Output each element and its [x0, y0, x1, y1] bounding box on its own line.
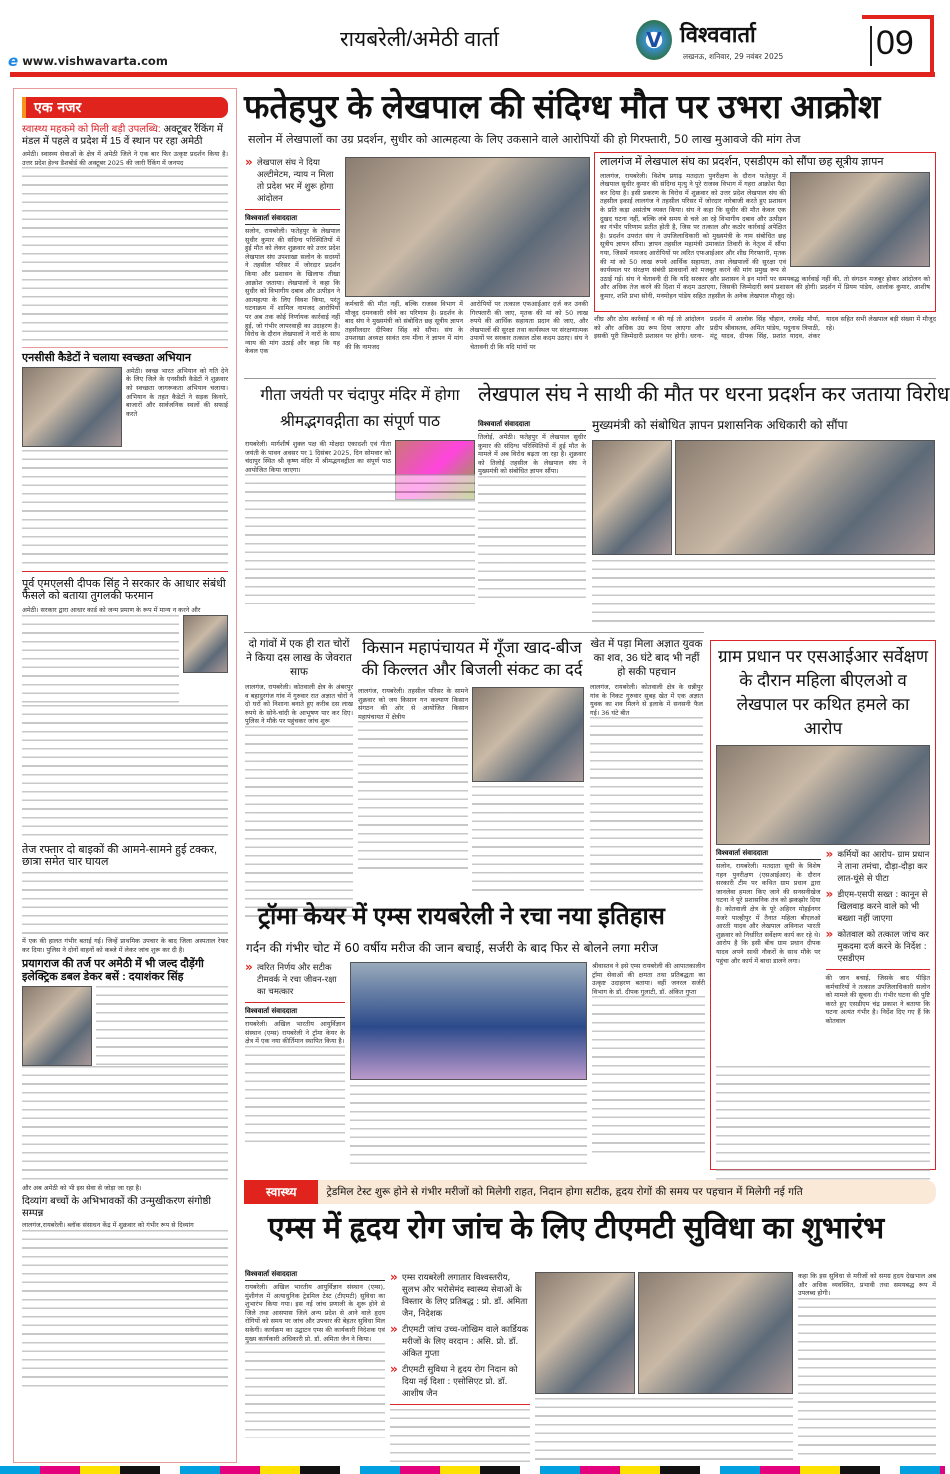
story-ncc-cleanliness: एनसीसी कैडेटों ने चलाया स्वच्छता अभियान अमेठी। स्वच्छ भारत अभियान को गति देने के लिए जिले के एनसीसी कैडेटों ने शुक्रवार को स्वच्छता जागरूकता अभियान चलाया। अभियान के तहत कैडेटों ने सड़क किनारे, बाजारों और सार्वजनिक स्थलों की सफाई करते — [22, 347, 228, 572]
website-url: www.vishwavarta.com — [22, 54, 168, 68]
lalganj-photo — [790, 172, 930, 267]
tiloi-subhead: मुख्यमंत्री को संबोधित ज्ञापन प्रशासनिक अधिकारी को सौंपा — [592, 418, 848, 432]
byline: विश्ववार्ता संवाददाता — [245, 214, 340, 225]
gram-bullet: » डीएम-एसपी सख्त : कानून से खिलवाड़ करने वाले को भी बख्शा नहीं जाएगा — [826, 889, 931, 925]
deepak-singh-photo — [183, 615, 228, 673]
brand-name: विश्ववार्ता — [680, 22, 756, 47]
story-electric-bus: प्रयागराज की तर्ज पर अमेठी में भी जल्द दौड़ेंगी इलेक्ट्रिक डबल डेकर बसें : दयाशंकर सिंह और अब अमेठी को भी इस सेवा से जोड़ा जा रहा है। — [22, 954, 228, 1193]
health-photo-1 — [535, 1272, 635, 1394]
health-bullet: » टीएमटी जांच उच्च-जोखिम वाले कार्डियक मरीजों के लिए वरदान : असि. प्रो. डॉ. अंकित गुप्ता — [390, 1324, 530, 1360]
health-bullet: » एम्स रायबरेली लगातार विश्वस्तरीय, सुलभ और भरोसेमंद स्वास्थ्य सेवाओं के विस्तार के लिए प्रतिबद्ध : प्रो. डॉ. अमिता जैन, निदेशक — [390, 1272, 530, 1320]
page-number: 09 — [876, 24, 914, 62]
dayashankar-photo — [22, 986, 92, 1066]
lead-headline: फतेहपुर के लेखपाल की संदिग्ध मौत पर उभरा आक्रोश — [244, 88, 881, 125]
trauma-pullquote: » त्वरित निर्णय और सटीक टीमवर्क ने रचा जीवन-रक्षा का चमत्कार — [245, 962, 345, 998]
story-divyang: दिव्यांग बच्चों के अभिभावकों की उन्मुखीकरण संगोष्ठी सम्पन्न लालगंज,रायबरेली। ब्लॉक संसाधन केंद्र में शुक्रवार को गंभीर रूप से दिव्यांग — [22, 1193, 228, 1390]
lead-pullquote: » लेखपाल संघ ने दिया अल्टीमेटम, न्याय न मिला तो प्रदेश भर में शुरू होगा आंदोलन — [245, 157, 340, 205]
health-photo-2 — [638, 1272, 793, 1394]
masthead — [0, 0, 945, 78]
chor-headline: दो गांवों में एक ही रात चोरों ने किया दस लाख के जेवरात साफ — [246, 638, 352, 678]
gram-pradhan-box: ग्राम प्रधान पर एसआईआर सर्वेक्षण के दौरान महिला बीएलओ व लेखपाल पर कथित हमले का आरोप विश्ववार्ता संवाददाता सलोन, रायबरेली। मतदाता सूची के विशेष गहन पुनरीक्षण (एसआईआर) के दौरान सरकारी टीम पर कथित ग्राम प्रधान द्वारा जानलेवा हमला किए जाने की सनसनीखेज घटना ने पूरे प्रशासनिक तंत्र को झकझोर दिया है। कोतवाली क्षेत्र के पूरे अहिरन मोहईनगर मजरे पाल्हीपुर में तैनात महिला बीएलओ आरती यादव और लेखपाल अविनाश भारती शुक्रवार को निर्धारित सर्वेक्षण कार्य कर रहे थे। आरोप है कि इसी बीच ग्राम प्रधान दीपक यादव अपने साथी नौकरों के साथ मौके पर पहुंचा और कार्य में बाधा डालने लगा। » कर्मियों का आरोप- ग्राम प्रधान ने ताना तमंचा, दौड़ा-दौड़ा कर लात-घूंसे से पीटा » डीएम-एसपी सख्त : कानून से खिलवाड़ करने वाले को भी बख्शा नहीं जाएगा » कोतवाल को तत्काल जांच कर मुकदमा दर्ज करने के निर्देश : एसडीएम की जान बचाई, जिसके बाद पीड़ित कर्मचारियों ने तत्काल उपजिलाधिकारी सलोन को मामले की सूचना दी। गंभीर घटना की पुष्टि करते हुए एसडीएम चंद्र प्रकाश ने बताया कि घटना अत्यंत गंभीर है। निर्देश दिए गए हैं कि कोतवाल — [710, 640, 936, 1170]
tiloi-photo-1 — [592, 440, 672, 555]
tiloi-photo-2 — [675, 440, 935, 555]
gita-headline: गीता जयंती पर चंदापुर मंदिर में होगा श्रीमद्भगवद्गीता का संपूर्ण पाठ — [260, 387, 460, 430]
khet-headline: खेत में पड़ा मिला अज्ञात युवक का शव, 36 घंटे बाद भी नहीं हो सकी पहचान — [590, 638, 703, 678]
gram-bullet: » कोतवाल को तत्काल जांच कर मुकदमा दर्ज करने के निर्देश : एसडीएम — [826, 929, 931, 965]
gram-bullet: » कर्मियों का आरोप- ग्राम प्रधान ने ताना तमंचा, दौड़ा-दौड़ा कर लात-घूंसे से पीटा — [826, 849, 931, 885]
tiloi-headline: लेखपाल संघ ने साथी की मौत पर धरना प्रदर्शन कर जताया विरोध — [478, 383, 950, 406]
gram-headline: ग्राम प्रधान पर एसआईआर सर्वेक्षण के दौरान महिला बीएलओ व लेखपाल पर कथित हमले का आरोप — [718, 647, 928, 738]
story-bike-accident: तेज रफ्तार दो बाइकों की आमने-सामने हुई टक्कर, छात्रा समेत चार घायल में एक की हालत गंभीर बताई गई। जिन्हें प्राथमिक उपचार के बाद जिला अस्पताल रेफर कर दिया। पुलिस ने दोनों वाहनों को कब्जे में लेकर जांच शुरू कर दी है। — [22, 843, 228, 954]
lead-photo — [345, 157, 590, 297]
lead-subhead: सलोन में लेखपालों का उग्र प्रदर्शन, सुधीर को आत्महत्या के लिए उकसाने वाले आरोपियों की हो गिरफ्तारी, 50 लाख मुआवजे की मांग तेज — [248, 133, 801, 146]
lalganj-story-box: लालगंज में लेखपाल संघ का प्रदर्शन, एसडीएम को सौंपा छह सूत्रीय ज्ञापन लालगंज, रायबरेली। विशेष प्रगाढ़ मतदाता पुनरीक्षण के दौरान फतेहपुर में लेखपाल सुधीर कुमार की संदिग्ध मृत्यु ने पूरे राजस्व विभाग में गहरा आक्रोश पैदा कर दिया है। इसी प्रकरण के विरोध में शुक्रवार को उत्तर प्रदेश लेखपाल संघ की तहसील इकाई लालगंज ने तहसील परिसर में जोरदार नारेबाजी करते हुए प्रशासन के प्रति कड़ा असंतोष व्यक्त किया। संघ ने कहा कि सुधीर की मौत केवल एक दुखद घटना नहीं, बल्कि लंबे समय से चले आ रहे विभागीय दबाव और उत्पीड़न का गंभीर परिणाम प्रतीत होती है, जिस पर तत्काल और कठोर कार्रवाई अपेक्षित है। प्रदर्शन उपरांत संघ ने उपजिलाधिकारी को मुख्यमंत्री के नाम संबोधित छह सूत्रीय ज्ञापन सौंपा। ज्ञापन तहसील महामंत्री उमाकांत तिवारी के नेतृत्व में सौंपा गया, जिसमें नामजद आरोपियों पर त्वरित एफआईआर और शीघ्र गिरफ्तारी, मृतक की मां को 50 लाख रुपये आर्थिक सहायता, तथा लेखपालों की सुरक्षा एवं कार्यस्थल पर संरक्षण संबंधी प्रावधानों को मजबूत करने की मांग प्रमुख रूप से उठाई गई। संघ ने चेतावनी दी कि यदि सरकार और प्रशासन ने इन मांगों पर समयबद्ध कार्रवाई नहीं की, तो संगठन मजबूर होकर आंदोलन को और अधिक तेज करने की दिशा में कदम उठाएगा, जिसकी जिम्मेदारी स्वयं प्रशासन की होगी। प्रदर्शन में प्रियम पांडेय, आलोक कुमार, आशीष कुमार, शशि प्रभा सोनी, मनमोहन पांडेय सहित तहसील के अनेक लेखपाल मौजूद रहे। — [594, 152, 936, 312]
trauma-subhead: गर्दन की गंभीर चोट में 60 वर्षीय मरीज की जान बचाई, सर्जरी के बाद फिर से बोलने लगा मरीज — [246, 941, 659, 955]
health-bullet: » टीएमटी सुविधा ने हृदय रोग निदान को दिया नई दिशा : एसोसिएट प्रो. डॉ. आशीष जैन — [390, 1364, 530, 1400]
gram-photo — [716, 745, 930, 845]
brand-logo-icon: V — [636, 20, 672, 60]
story-deepak-singh: पूर्व एमएलसी दीपक सिंह ने सरकार के आधार संबंधी फैसले को बताया तुगलकी फरमान अमेठी। सरकार द्वारा आधार कार्ड को जन्म प्रमाण के रूप में मान्य न करने और — [22, 572, 228, 840]
browser-icon: e — [8, 52, 19, 70]
header-rule — [10, 72, 935, 77]
website-link[interactable] — [8, 52, 168, 70]
health-tag: स्वास्थ्य — [244, 1180, 318, 1204]
health-strap: स्वास्थ्य ट्रेडमिल टेस्ट शुरू होने से गंभीर मरीजों को मिलेगी राहत, निदान होगा सटीक, हृदय रोगों की समय पर पहचान में मिलेगी नई गति — [244, 1180, 936, 1204]
health-headline: एम्स में हृदय रोग जांच के लिए टीएमटी सुविधा का शुभारंभ — [268, 1212, 885, 1245]
dateline: लखनऊ, शनिवार, 29 नवंबर 2025 — [683, 52, 784, 61]
kisan-headline: किसान महापंचायत में गूँजा खाद-बीज की किल्लत और बिजली संकट का दर्द — [361, 639, 583, 679]
ncc-photo — [22, 367, 122, 447]
print-registration-marks — [0, 1466, 945, 1474]
trauma-team-photo — [350, 962, 587, 1080]
section-title: रायबरेली/अमेठी वार्ता — [340, 28, 499, 51]
ek-nazar-column — [13, 88, 237, 1463]
trauma-headline: ट्रॉमा केयर में एम्स रायबरेली ने रचा नया इतिहास — [258, 903, 665, 930]
ek-nazar-label: एक नजर — [22, 97, 228, 118]
kisan-photo — [472, 687, 584, 782]
story-health-ranking: स्वास्थ्य महकमे को मिली बड़ी उपलब्धि: अक्टूबर रैंकिंग में मंडल में पहले व प्रदेश में 15 वें स्थान पर रहा अमेठी अमेठी। स्वास्थ्य सेवाओं के क्षेत्र में अमेठी जिले ने एक बार फिर उत्कृष्ट प्रदर्शन किया है। उत्तर प्रदेश हेल्थ डैशबोर्ड की अक्टूबर 2025 की जारी रैंकिंग में जनपद — [22, 124, 228, 347]
